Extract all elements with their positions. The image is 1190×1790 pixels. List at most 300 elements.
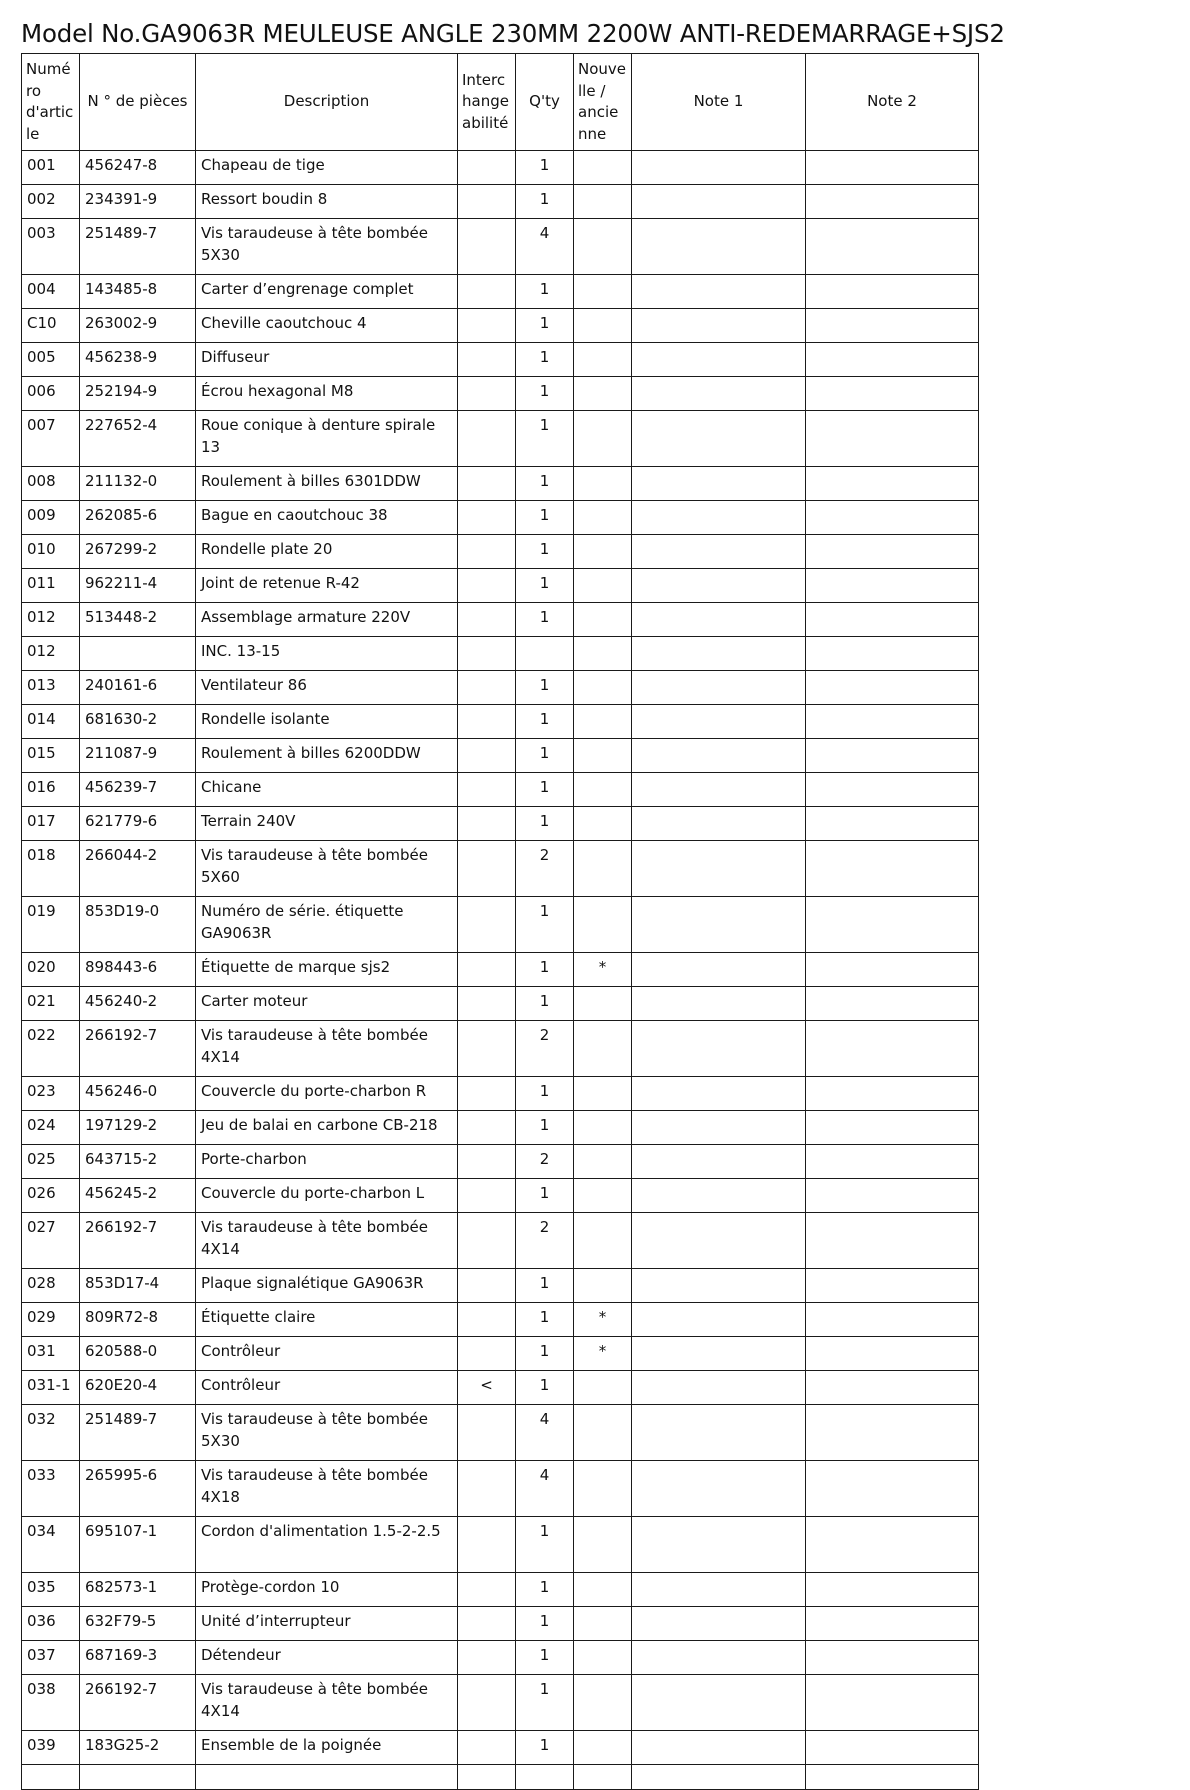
new-old-cell: [574, 219, 632, 275]
part-no-cell: 681630-2: [80, 705, 196, 739]
interchangeability-cell: [458, 185, 516, 219]
new-old-cell: [574, 569, 632, 603]
interchangeability-cell: [458, 467, 516, 501]
interchangeability-cell: [458, 705, 516, 739]
note-2-cell: [806, 1573, 979, 1607]
new-old-cell: [574, 467, 632, 501]
note-2-cell: [806, 411, 979, 467]
qty-cell: 1: [516, 1573, 574, 1607]
table-row: [22, 987, 979, 1021]
new-old-cell: [574, 151, 632, 185]
item-no-cell: 027: [22, 1213, 80, 1269]
qty-cell: 1: [516, 535, 574, 569]
note-1-cell: [632, 953, 806, 987]
interchangeability-cell: [458, 411, 516, 467]
interchangeability-cell: [458, 1573, 516, 1607]
part-no-cell: 263002-9: [80, 309, 196, 343]
qty-cell: 1: [516, 1179, 574, 1213]
qty-cell: 2: [516, 1145, 574, 1179]
table-header-row: [22, 54, 979, 151]
item-no-cell: 037: [22, 1641, 80, 1675]
note-2-cell: [806, 1641, 979, 1675]
qty-cell: 1: [516, 343, 574, 377]
note-1-cell: [632, 219, 806, 275]
qty-cell: 1: [516, 987, 574, 1021]
description-cell: Chapeau de tige: [196, 151, 458, 185]
interchangeability-cell: [458, 535, 516, 569]
description-cell: Couvercle du porte-charbon L: [196, 1179, 458, 1213]
new-old-cell: *: [574, 1303, 632, 1337]
header-new-old: Nouvelle / ancienne: [574, 54, 632, 151]
note-1-cell: [632, 411, 806, 467]
note-2-cell: [806, 151, 979, 185]
note-2-cell: [806, 1303, 979, 1337]
interchangeability-cell: [458, 1179, 516, 1213]
part-no-cell: 266192-7: [80, 1675, 196, 1731]
note-1-cell: [632, 1461, 806, 1517]
header-description: Description: [196, 54, 458, 151]
new-old-cell: [574, 535, 632, 569]
note-1-cell: [632, 637, 806, 671]
qty-cell: 1: [516, 1607, 574, 1641]
description-cell: Étiquette claire: [196, 1303, 458, 1337]
part-no-cell: 620E20-4: [80, 1371, 196, 1405]
table-row: [22, 897, 979, 953]
new-old-cell: [574, 705, 632, 739]
description-cell: Terrain 240V: [196, 807, 458, 841]
part-no-cell: 266192-7: [80, 1213, 196, 1269]
item-no-cell: C10: [22, 309, 80, 343]
part-no-cell: 456246-0: [80, 1077, 196, 1111]
qty-cell: 2: [516, 1021, 574, 1077]
interchangeability-cell: [458, 1145, 516, 1179]
note-1-cell: [632, 671, 806, 705]
description-cell: Cordon d'alimentation 1.5-2-2.5: [196, 1517, 458, 1573]
note-1-cell: [632, 343, 806, 377]
item-no-cell: 014: [22, 705, 80, 739]
item-no-cell: 004: [22, 275, 80, 309]
new-old-cell: [574, 501, 632, 535]
table-row: [22, 1269, 979, 1303]
note-1-cell: [632, 501, 806, 535]
item-no-cell: 017: [22, 807, 80, 841]
new-old-cell: [574, 1731, 632, 1765]
new-old-cell: [574, 807, 632, 841]
item-no-cell: 035: [22, 1573, 80, 1607]
note-1-cell: [632, 987, 806, 1021]
note-2-cell: [806, 467, 979, 501]
interchangeability-cell: [458, 1337, 516, 1371]
description-cell: Carter d’engrenage complet: [196, 275, 458, 309]
part-no-cell: 620588-0: [80, 1337, 196, 1371]
part-no-cell: 266192-7: [80, 1021, 196, 1077]
qty-cell: 2: [516, 1213, 574, 1269]
part-no-cell: 621779-6: [80, 807, 196, 841]
description-cell: Ventilateur 86: [196, 671, 458, 705]
table-row: [22, 1517, 979, 1573]
table-row: [22, 953, 979, 987]
note-1-cell: [632, 897, 806, 953]
interchangeability-cell: [458, 773, 516, 807]
item-no-cell: 022: [22, 1021, 80, 1077]
description-cell: Contrôleur: [196, 1337, 458, 1371]
header-note-2: Note 2: [806, 54, 979, 151]
interchangeability-cell: [458, 1641, 516, 1675]
note-2-cell: [806, 275, 979, 309]
description-cell: Bague en caoutchouc 38: [196, 501, 458, 535]
item-no-cell: 013: [22, 671, 80, 705]
table-row: [22, 637, 979, 671]
note-2-cell: [806, 501, 979, 535]
note-1-cell: [632, 1179, 806, 1213]
interchangeability-cell: [458, 603, 516, 637]
description-cell: Roulement à billes 6301DDW: [196, 467, 458, 501]
item-no-cell: 005: [22, 343, 80, 377]
header-item-no: Numéro d'article: [22, 54, 80, 151]
interchangeability-cell: [458, 1405, 516, 1461]
new-old-cell: [574, 1641, 632, 1675]
description-cell: [196, 1765, 458, 1790]
item-no-cell: 016: [22, 773, 80, 807]
part-no-cell: 687169-3: [80, 1641, 196, 1675]
description-cell: Détendeur: [196, 1641, 458, 1675]
description-cell: Carter moteur: [196, 987, 458, 1021]
part-no-cell: 234391-9: [80, 185, 196, 219]
note-1-cell: [632, 467, 806, 501]
note-2-cell: [806, 1405, 979, 1461]
interchangeability-cell: [458, 1731, 516, 1765]
note-2-cell: [806, 185, 979, 219]
new-old-cell: [574, 1077, 632, 1111]
note-2-cell: [806, 1179, 979, 1213]
new-old-cell: [574, 1607, 632, 1641]
interchangeability-cell: [458, 1607, 516, 1641]
description-cell: Vis taraudeuse à tête bombée 5X30: [196, 1405, 458, 1461]
interchangeability-cell: [458, 377, 516, 411]
table-row: [22, 807, 979, 841]
description-cell: Rondelle isolante: [196, 705, 458, 739]
table-row: [22, 1461, 979, 1517]
new-old-cell: [574, 377, 632, 411]
header-interchangeability: Interchangeabilité: [458, 54, 516, 151]
note-1-cell: [632, 1077, 806, 1111]
part-no-cell: 456245-2: [80, 1179, 196, 1213]
qty-cell: 1: [516, 501, 574, 535]
interchangeability-cell: <: [458, 1371, 516, 1405]
note-1-cell: [632, 603, 806, 637]
table-row: [22, 603, 979, 637]
table-row: [22, 151, 979, 185]
qty-cell: 1: [516, 1077, 574, 1111]
interchangeability-cell: [458, 1269, 516, 1303]
note-2-cell: [806, 637, 979, 671]
part-no-cell: 643715-2: [80, 1145, 196, 1179]
note-1-cell: [632, 1607, 806, 1641]
part-no-cell: 456239-7: [80, 773, 196, 807]
part-no-cell: 898443-6: [80, 953, 196, 987]
description-cell: Numéro de série. étiquette GA9063R: [196, 897, 458, 953]
table-row: [22, 185, 979, 219]
note-1-cell: [632, 569, 806, 603]
interchangeability-cell: [458, 501, 516, 535]
note-1-cell: [632, 1337, 806, 1371]
description-cell: Ressort boudin 8: [196, 185, 458, 219]
part-no-cell: 211087-9: [80, 739, 196, 773]
note-1-cell: [632, 185, 806, 219]
note-2-cell: [806, 1269, 979, 1303]
item-no-cell: 006: [22, 377, 80, 411]
note-1-cell: [632, 1517, 806, 1573]
note-2-cell: [806, 953, 979, 987]
note-2-cell: [806, 309, 979, 343]
new-old-cell: [574, 1213, 632, 1269]
note-2-cell: [806, 1765, 979, 1790]
table-row: [22, 773, 979, 807]
item-no-cell: [22, 1765, 80, 1790]
note-1-cell: [632, 739, 806, 773]
interchangeability-cell: [458, 1021, 516, 1077]
note-1-cell: [632, 535, 806, 569]
part-no-cell: 809R72-8: [80, 1303, 196, 1337]
item-no-cell: 012: [22, 637, 80, 671]
note-1-cell: [632, 841, 806, 897]
description-cell: Vis taraudeuse à tête bombée 4X14: [196, 1213, 458, 1269]
item-no-cell: 034: [22, 1517, 80, 1573]
note-2-cell: [806, 671, 979, 705]
table-row: [22, 1731, 979, 1765]
table-row: [22, 1337, 979, 1371]
qty-cell: 1: [516, 467, 574, 501]
part-no-cell: 262085-6: [80, 501, 196, 535]
qty-cell: 1: [516, 275, 574, 309]
interchangeability-cell: [458, 739, 516, 773]
table-row: [22, 671, 979, 705]
qty-cell: 1: [516, 1517, 574, 1573]
table-row: [22, 1213, 979, 1269]
description-cell: Plaque signalétique GA9063R: [196, 1269, 458, 1303]
table-row: [22, 705, 979, 739]
interchangeability-cell: [458, 309, 516, 343]
description-cell: Unité d’interrupteur: [196, 1607, 458, 1641]
description-cell: Vis taraudeuse à tête bombée 5X30: [196, 219, 458, 275]
table-row: [22, 1405, 979, 1461]
new-old-cell: [574, 185, 632, 219]
table-row: [22, 309, 979, 343]
qty-cell: 4: [516, 1405, 574, 1461]
new-old-cell: [574, 1179, 632, 1213]
part-no-cell: 632F79-5: [80, 1607, 196, 1641]
note-2-cell: [806, 1337, 979, 1371]
item-no-cell: 031-1: [22, 1371, 80, 1405]
item-no-cell: 024: [22, 1111, 80, 1145]
item-no-cell: 010: [22, 535, 80, 569]
item-no-cell: 020: [22, 953, 80, 987]
note-2-cell: [806, 897, 979, 953]
description-cell: Étiquette de marque sjs2: [196, 953, 458, 987]
part-no-cell: 456247-8: [80, 151, 196, 185]
qty-cell: 1: [516, 1337, 574, 1371]
note-1-cell: [632, 1731, 806, 1765]
note-2-cell: [806, 1145, 979, 1179]
qty-cell: 1: [516, 309, 574, 343]
qty-cell: 1: [516, 377, 574, 411]
part-no-cell: 211132-0: [80, 467, 196, 501]
new-old-cell: [574, 343, 632, 377]
item-no-cell: 021: [22, 987, 80, 1021]
note-1-cell: [632, 1765, 806, 1790]
part-no-cell: 513448-2: [80, 603, 196, 637]
description-cell: Contrôleur: [196, 1371, 458, 1405]
item-no-cell: 032: [22, 1405, 80, 1461]
item-no-cell: 003: [22, 219, 80, 275]
parts-table: [21, 53, 979, 1790]
qty-cell: 1: [516, 1303, 574, 1337]
qty-cell: 1: [516, 773, 574, 807]
qty-cell: [516, 637, 574, 671]
table-row: [22, 1021, 979, 1077]
description-cell: Vis taraudeuse à tête bombée 4X14: [196, 1021, 458, 1077]
note-2-cell: [806, 603, 979, 637]
qty-cell: 1: [516, 1675, 574, 1731]
new-old-cell: *: [574, 953, 632, 987]
new-old-cell: [574, 411, 632, 467]
qty-cell: 4: [516, 1461, 574, 1517]
new-old-cell: *: [574, 1337, 632, 1371]
note-2-cell: [806, 343, 979, 377]
table-row: [22, 467, 979, 501]
note-2-cell: [806, 705, 979, 739]
part-no-cell: 227652-4: [80, 411, 196, 467]
item-no-cell: 008: [22, 467, 80, 501]
note-1-cell: [632, 1405, 806, 1461]
description-cell: Couvercle du porte-charbon R: [196, 1077, 458, 1111]
part-no-cell: [80, 1765, 196, 1790]
table-row: [22, 1573, 979, 1607]
new-old-cell: [574, 671, 632, 705]
note-2-cell: [806, 377, 979, 411]
note-2-cell: [806, 1077, 979, 1111]
item-no-cell: 011: [22, 569, 80, 603]
interchangeability-cell: [458, 1765, 516, 1790]
note-1-cell: [632, 807, 806, 841]
table-row: [22, 535, 979, 569]
interchangeability-cell: [458, 1213, 516, 1269]
description-cell: Chicane: [196, 773, 458, 807]
new-old-cell: [574, 1517, 632, 1573]
qty-cell: 1: [516, 151, 574, 185]
part-no-cell: 682573-1: [80, 1573, 196, 1607]
new-old-cell: [574, 1461, 632, 1517]
description-cell: Écrou hexagonal M8: [196, 377, 458, 411]
description-cell: Assemblage armature 220V: [196, 603, 458, 637]
interchangeability-cell: [458, 1111, 516, 1145]
qty-cell: 1: [516, 1111, 574, 1145]
item-no-cell: 007: [22, 411, 80, 467]
interchangeability-cell: [458, 569, 516, 603]
note-1-cell: [632, 377, 806, 411]
note-2-cell: [806, 1371, 979, 1405]
note-2-cell: [806, 1111, 979, 1145]
note-2-cell: [806, 807, 979, 841]
qty-cell: 1: [516, 411, 574, 467]
table-row: [22, 1145, 979, 1179]
note-1-cell: [632, 1213, 806, 1269]
new-old-cell: [574, 1371, 632, 1405]
table-row: [22, 275, 979, 309]
note-1-cell: [632, 1021, 806, 1077]
item-no-cell: 028: [22, 1269, 80, 1303]
item-no-cell: 001: [22, 151, 80, 185]
header-note-1: Note 1: [632, 54, 806, 151]
description-cell: INC. 13-15: [196, 637, 458, 671]
note-1-cell: [632, 1303, 806, 1337]
part-no-cell: 252194-9: [80, 377, 196, 411]
qty-cell: 1: [516, 185, 574, 219]
description-cell: Vis taraudeuse à tête bombée 4X14: [196, 1675, 458, 1731]
item-no-cell: 025: [22, 1145, 80, 1179]
qty-cell: 1: [516, 953, 574, 987]
interchangeability-cell: [458, 219, 516, 275]
new-old-cell: [574, 637, 632, 671]
page-title: Model No.GA9063R MEULEUSE ANGLE 230MM 2200W ANTI-REDEMARRAGE+SJS2: [21, 19, 1005, 48]
item-no-cell: 039: [22, 1731, 80, 1765]
qty-cell: 1: [516, 671, 574, 705]
note-1-cell: [632, 275, 806, 309]
part-no-cell: 695107-1: [80, 1517, 196, 1573]
qty-cell: 1: [516, 1731, 574, 1765]
part-no-cell: 456238-9: [80, 343, 196, 377]
part-no-cell: 240161-6: [80, 671, 196, 705]
table-row: [22, 1371, 979, 1405]
interchangeability-cell: [458, 1077, 516, 1111]
new-old-cell: [574, 1269, 632, 1303]
header-qty: Q'ty: [516, 54, 574, 151]
interchangeability-cell: [458, 953, 516, 987]
part-no-cell: 267299-2: [80, 535, 196, 569]
interchangeability-cell: [458, 1461, 516, 1517]
item-no-cell: 009: [22, 501, 80, 535]
interchangeability-cell: [458, 841, 516, 897]
item-no-cell: 036: [22, 1607, 80, 1641]
description-cell: Porte-charbon: [196, 1145, 458, 1179]
qty-cell: 1: [516, 603, 574, 637]
qty-cell: 1: [516, 1269, 574, 1303]
qty-cell: 1: [516, 1641, 574, 1675]
item-no-cell: 012: [22, 603, 80, 637]
table-row: [22, 219, 979, 275]
note-2-cell: [806, 569, 979, 603]
qty-cell: 1: [516, 705, 574, 739]
interchangeability-cell: [458, 1517, 516, 1573]
new-old-cell: [574, 1111, 632, 1145]
table-row: [22, 1303, 979, 1337]
item-no-cell: 026: [22, 1179, 80, 1213]
note-1-cell: [632, 705, 806, 739]
part-no-cell: 853D17-4: [80, 1269, 196, 1303]
note-2-cell: [806, 219, 979, 275]
note-2-cell: [806, 1213, 979, 1269]
header-part-no: N ° de pièces: [80, 54, 196, 151]
note-2-cell: [806, 1731, 979, 1765]
note-1-cell: [632, 1371, 806, 1405]
part-no-cell: 265995-6: [80, 1461, 196, 1517]
note-1-cell: [632, 773, 806, 807]
part-no-cell: [80, 637, 196, 671]
interchangeability-cell: [458, 151, 516, 185]
qty-cell: 1: [516, 807, 574, 841]
table-row: [22, 377, 979, 411]
qty-cell: 4: [516, 219, 574, 275]
